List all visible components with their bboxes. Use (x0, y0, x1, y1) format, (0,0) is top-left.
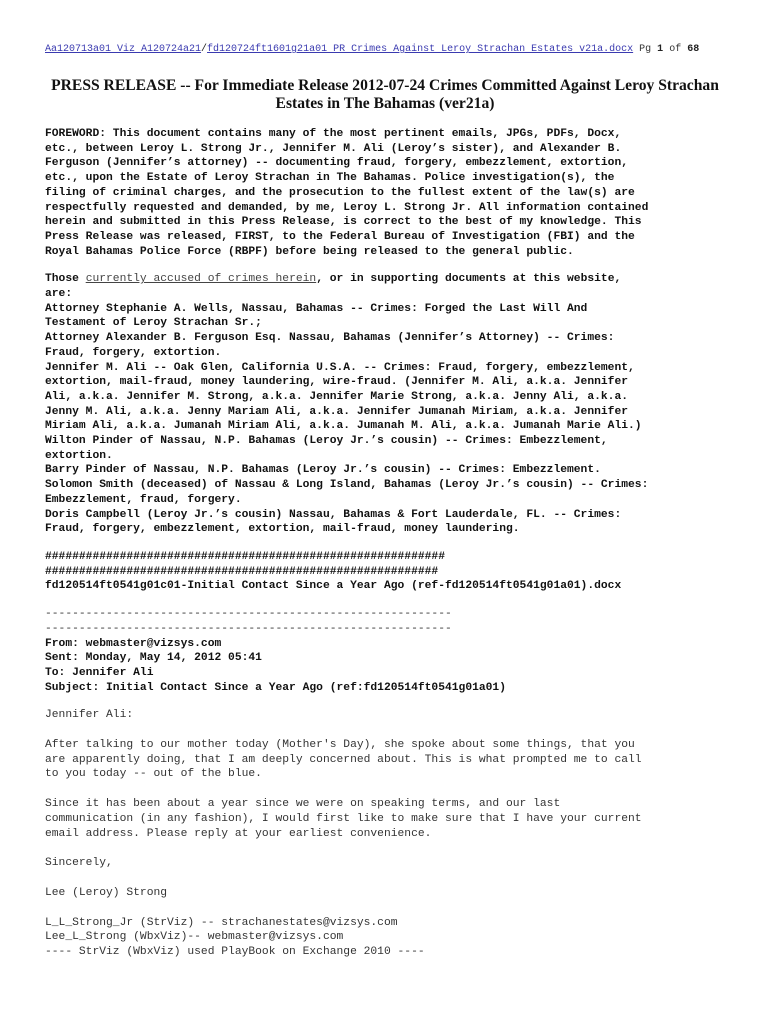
foreword-line: filing of criminal charges, and the prosecution to the fullest extent of the law(s) are (45, 186, 635, 199)
foreword-line: Ferguson (Jennifer’s attorney) -- documenting fraud, forgery, embezzlement, extortion, (45, 157, 629, 170)
accused-line: Fraud, forgery, embezzlement, extortion, mail-fraud, money laundering. (45, 523, 520, 536)
email-subject: Subject: Initial Contact Since a Year Ago (ref:fd120514ft0541g01a01) (45, 681, 506, 694)
accused-intro-post: , or in supporting documents at this website, (316, 273, 622, 286)
title-line-2: Estates in The Bahamas (ver21a) (275, 95, 495, 112)
accused-intro (45, 272, 725, 287)
signature-line: L_L_Strong_Jr (StrViz) -- strachanestates@vizsys.com (45, 916, 398, 929)
accused-line: extortion, mail-fraud, money laundering, wire-fraud. (Jennifer M. Ali, a.k.a. Jennifer (45, 376, 629, 389)
accused-line: Solomon Smith (deceased) of Nassau & Long Island, Bahamas (Leroy Jr.’s cousin) -- Crimes: (45, 479, 649, 492)
accused-line: Miriam Ali, a.k.a. Jumanah Miriam Ali, a.k.a. Jumanah M. Ali, a.k.a. Jumanah Marie Ali.) (45, 420, 642, 433)
accused-line: Wilton Pinder of Nassau, N.P. Bahamas (Leroy Jr.’s cousin) -- Crimes: Embezzlement, (45, 435, 608, 448)
foreword-line: FOREWORD: This document contains many of the most pertinent emails, JPGs, PDFs, Docx, (45, 128, 622, 140)
email-paragraph-line: email address. Please reply at your earliest convenience. (45, 827, 432, 840)
separator-block (45, 550, 725, 594)
hash-divider: ########################################################### (45, 550, 445, 563)
accused-list (45, 272, 725, 537)
email-sent: Sent: Monday, May 14, 2012 05:41 (45, 652, 262, 665)
accused-line: Attorney Alexander B. Ferguson Esq. Nassau, Bahamas (Jennifer’s Attorney) -- Crimes: (45, 332, 615, 345)
accused-line: Attorney Stephanie A. Wells, Nassau, Bahamas -- Crimes: Forged the Last Will And (45, 302, 588, 315)
accused-link[interactable]: currently accused of crimes herein (85, 273, 317, 286)
email-paragraph-line: are apparently doing, that I am deeply concerned about. This is what prompted me to call (45, 753, 642, 766)
foreword-line: Royal Bahamas Police Force (RBPF) before being released to the general public. (45, 245, 574, 258)
file-link[interactable]: fd120724ft1601g21a01 PR Crimes Against Leroy Strachan Estates v21a.docx (207, 44, 634, 55)
email-header (45, 607, 725, 695)
accused-line: Testament of Leroy Strachan Sr.; (45, 317, 262, 330)
email-paragraph-line: After talking to our mother today (Mother's Day), she spoke about some things, that you (45, 739, 635, 752)
accused-line: Fraud, forgery, extortion. (45, 346, 222, 359)
accused-line: Jenny M. Ali, a.k.a. Jenny Mariam Ali, a.k.a. Jennifer Jumanah Miriam, a.k.a. Jennifer (45, 405, 629, 418)
accused-intro-pre: Those (45, 273, 86, 286)
email-body (45, 708, 725, 959)
signature-line: Lee_L_Strong (WbxViz)-- webmaster@vizsys.com (45, 931, 344, 944)
accused-line: Jennifer M. Ali -- Oak Glen, California U.S.A. -- Crimes: Fraud, forgery, embezzlement, (45, 361, 635, 374)
path-separator: / (201, 44, 208, 55)
foreword-line: etc., between Leroy L. Strong Jr., Jennifer M. Ali (Leroy’s sister), and Alexander B. (45, 142, 622, 155)
press-release-title (45, 77, 725, 113)
folder-link[interactable]: Aa120713a01 Viz A120724a21 (45, 44, 202, 55)
page-label: Pg (639, 44, 652, 55)
accused-line: Doris Campbell (Leroy Jr.’s cousin) Nassau, Bahamas & Fort Lauderdale, FL. -- Crimes: (45, 508, 622, 521)
email-closing: Sincerely, (45, 857, 113, 870)
of-label: of (669, 44, 682, 55)
email-paragraph-line: to you today -- out of the blue. (45, 768, 262, 781)
accused-line: Ali, a.k.a. Jennifer M. Strong, a.k.a. Jennifer Marie Strong, a.k.a. Jenny Ali, a.k.a. (45, 390, 629, 403)
foreword-line: Press Release was released, FIRST, to the Federal Bureau of Investigation (FBI) and the (45, 230, 635, 243)
signature-line: ---- StrViz (WbxViz) used PlayBook on Exchange 2010 ---- (45, 946, 425, 959)
foreword-line: respectfully requested and demanded, by me, Leroy L. Strong Jr. All information contained (45, 201, 649, 214)
email-from: From: webmaster@vizsys.com (45, 637, 222, 650)
email-sender-name: Lee (Leroy) Strong (45, 886, 168, 899)
email-paragraph-line: Since it has been about a year since we were on speaking terms, and our last (45, 798, 561, 811)
accused-line: are: (45, 288, 73, 301)
page-header (45, 44, 725, 56)
page-number: 1 (657, 44, 664, 55)
document-reference: fd120514ft0541g01c01-Initial Contact Since a Year Ago (ref-fd120514ft0541g01a01).docx (45, 580, 622, 593)
email-to: To: Jennifer Ali (45, 666, 154, 679)
foreword-line: etc., upon the Estate of Leroy Strachan in The Bahamas. Police investigation(s), the (45, 172, 615, 185)
accused-line: Embezzlement, fraud, forgery. (45, 493, 242, 506)
accused-line: extortion. (45, 449, 113, 462)
dash-divider: ------------------------------------------------------------ (45, 608, 452, 621)
foreword-line: herein and submitted in this Press Release, is correct to the best of my knowledge. This (45, 216, 642, 229)
foreword-paragraph (45, 127, 725, 259)
hash-divider: ########################################################## (45, 565, 439, 578)
page-total: 68 (687, 44, 700, 55)
title-line-1: PRESS RELEASE -- For Immediate Release 2012-07-24 Crimes Committed Against Leroy Strachan (51, 77, 719, 94)
dash-divider: ------------------------------------------------------------ (45, 622, 452, 635)
accused-line: Barry Pinder of Nassau, N.P. Bahamas (Leroy Jr.’s cousin) -- Crimes: Embezzlement. (45, 464, 601, 477)
email-greeting: Jennifer Ali: (45, 709, 134, 722)
email-paragraph-line: communication (in any fashion), I would first like to make sure that I have your current (45, 812, 642, 825)
